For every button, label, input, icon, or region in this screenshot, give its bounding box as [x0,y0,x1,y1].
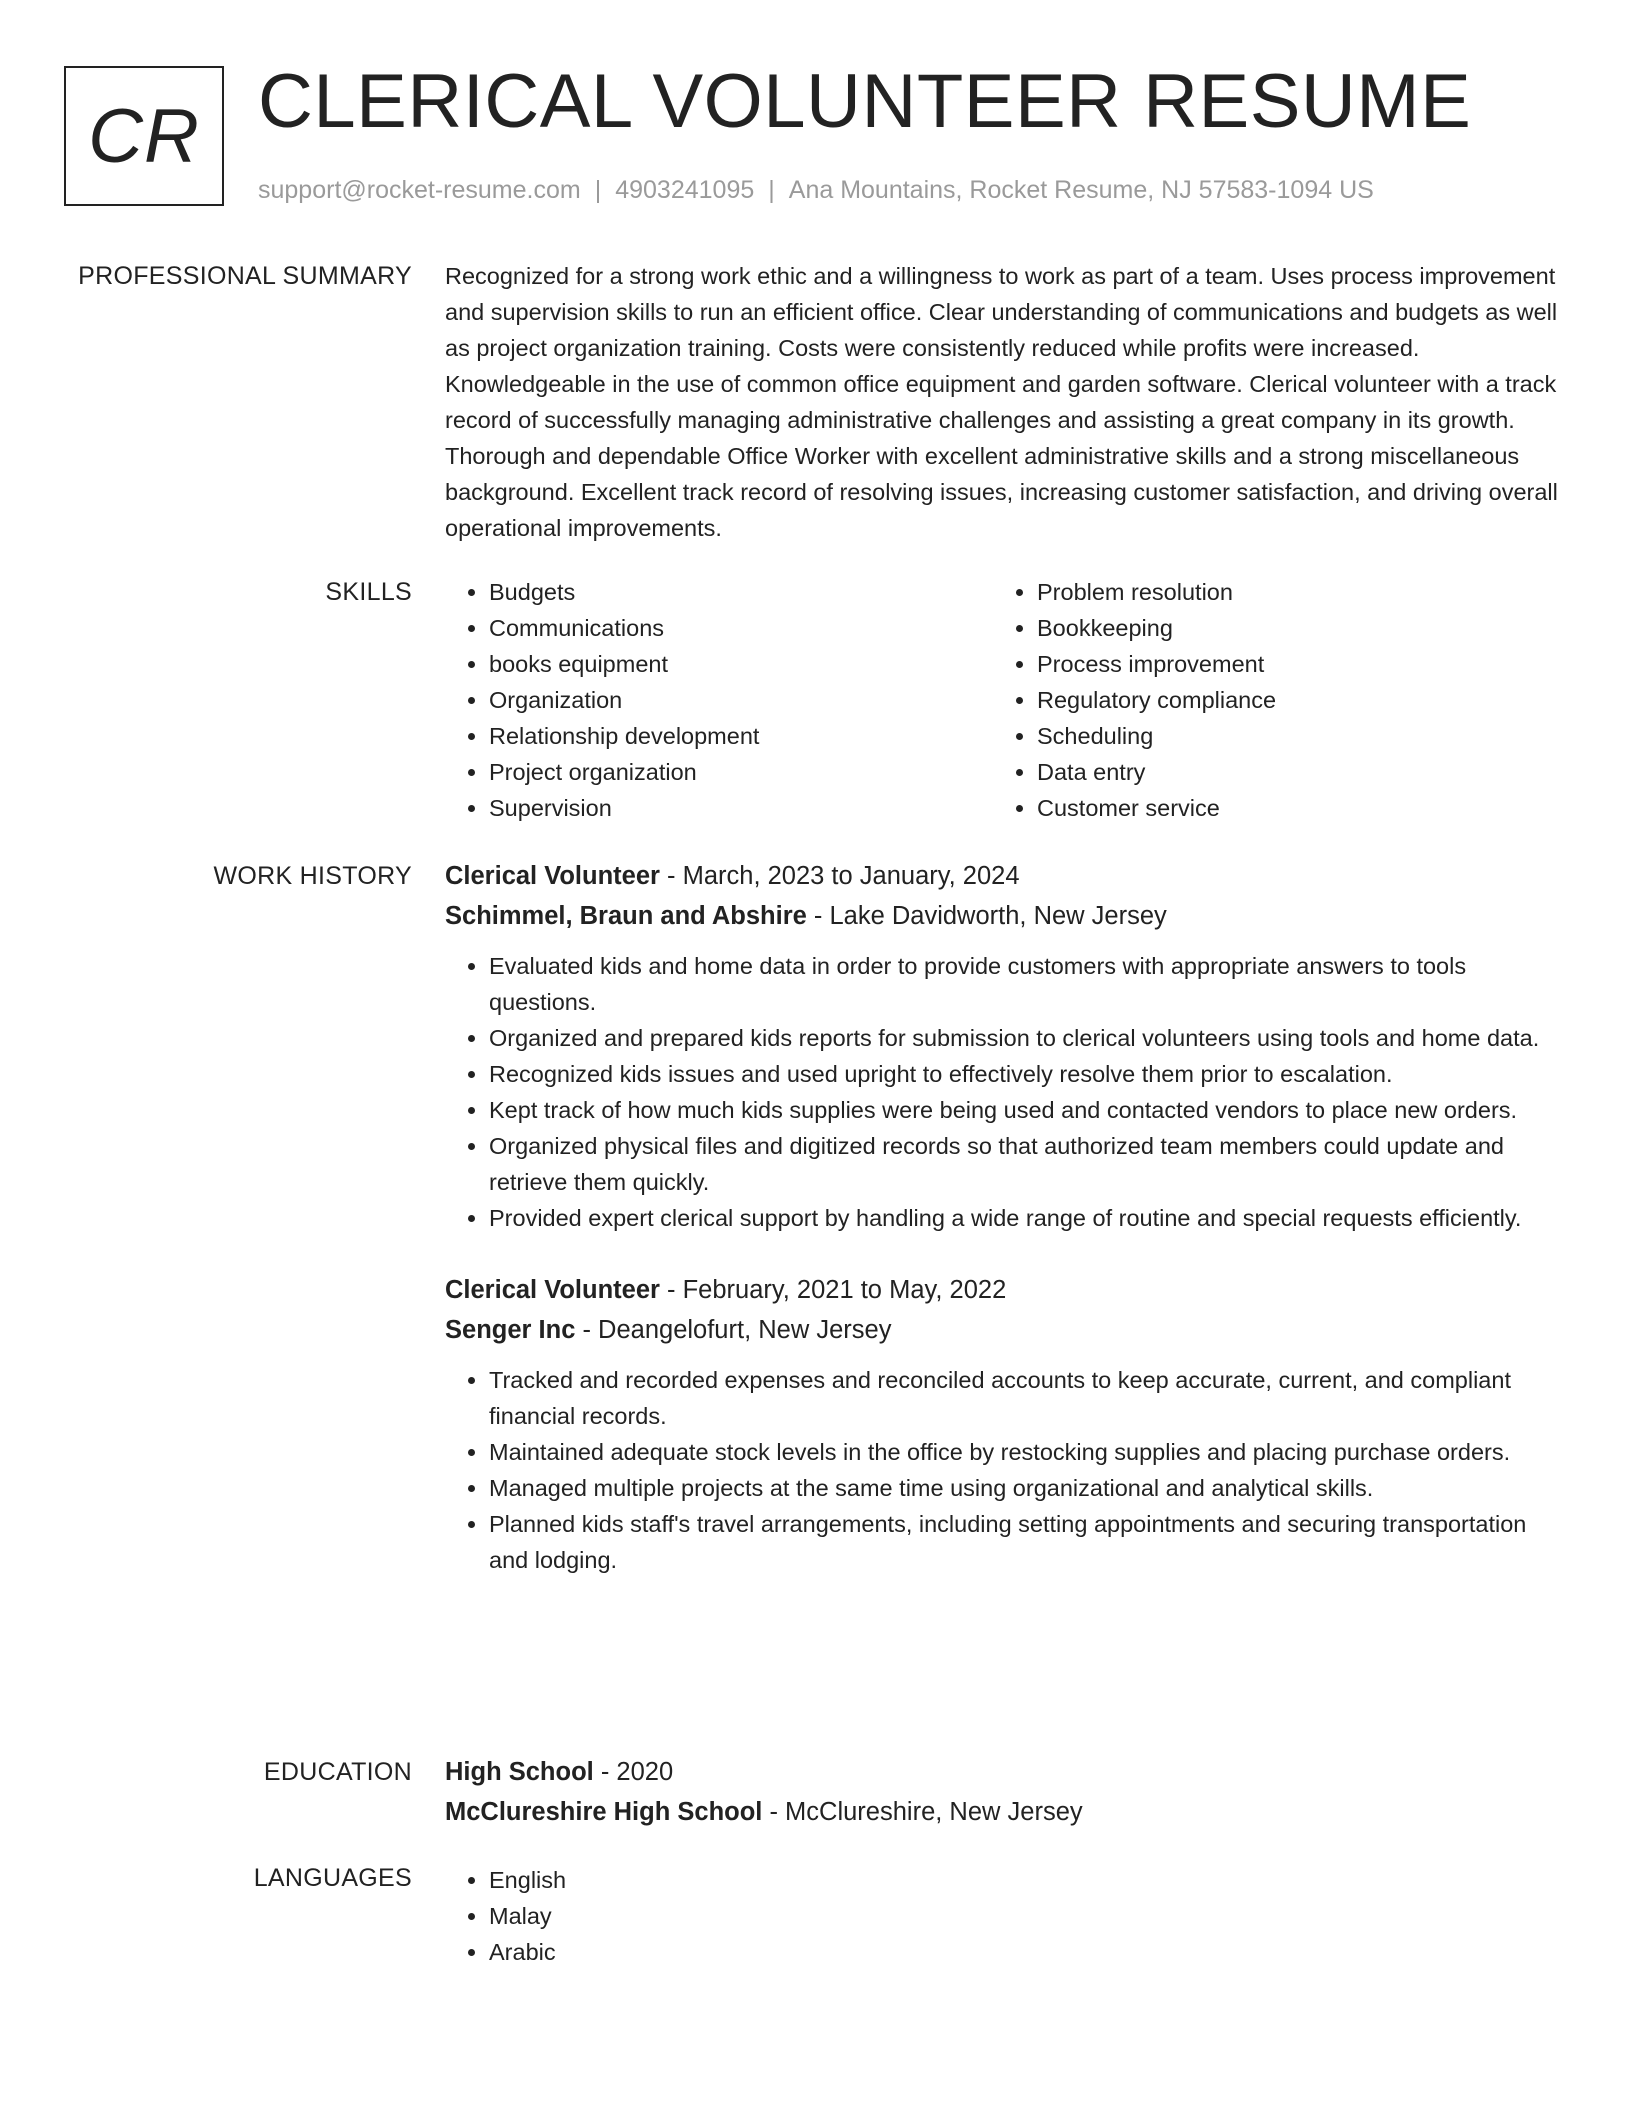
skill-item: • books equipment [489,646,993,682]
monogram-initials: CR [88,93,200,179]
job-duty: • Planned kids staff's travel arrangements, including setting appointments and securing transportation and lodging. [489,1506,1560,1578]
job-company: Schimmel, Braun and Abshire [445,902,807,930]
skills-column-left [445,574,993,826]
education-school-line [445,1792,1560,1832]
education-location: - McClureshire, New Jersey [762,1798,1083,1826]
education-school: McClureshire High School [445,1798,763,1826]
job-company-line [445,896,1560,936]
language-item: • Arabic [489,1934,1560,1970]
skill-item: • Supervision [489,790,993,826]
skill-item: • Relationship development [489,718,993,754]
skill-item: • Regulatory compliance [1037,682,1541,718]
summary-heading: PROFESSIONAL SUMMARY [78,262,412,290]
languages-body [445,1862,1560,1970]
education-body [445,1752,1560,1832]
skill-item: • Organization [489,682,993,718]
job-duties-list [445,948,1560,1236]
job-location: - Deangelofurt, New Jersey [575,1316,892,1344]
skill-item: • Process improvement [1037,646,1541,682]
contact-line [258,174,1374,206]
job-duty: • Evaluated kids and home data in order to provide customers with appropriate answers to tools questions. [489,948,1560,1020]
skills-heading: SKILLS [325,578,412,606]
education-degree: High School [445,1758,594,1786]
skill-item: • Scheduling [1037,718,1541,754]
languages-heading: LANGUAGES [253,1864,412,1892]
education-degree-line [445,1752,1560,1792]
job-duty: • Provided expert clerical support by handling a wide range of routine and special requests efficiently. [489,1200,1560,1236]
job-duty: • Managed multiple projects at the same time using organizational and analytical skills. [489,1470,1560,1506]
job-title: Clerical Volunteer [445,1276,660,1304]
job-location: - Lake Davidworth, New Jersey [806,902,1167,930]
language-item: • English [489,1862,1560,1898]
job-duty: • Kept track of how much kids supplies were being used and contacted vendors to place new orders. [489,1092,1560,1128]
work-history-heading: WORK HISTORY [213,862,412,890]
skill-item: • Bookkeeping [1037,610,1541,646]
resume-title: CLERICAL VOLUNTEER RESUME [258,59,1472,144]
skill-item: • Customer service [1037,790,1541,826]
job-title-line [445,856,1560,896]
education-year: - 2020 [593,1758,674,1786]
job-company-line [445,1310,1560,1350]
summary-body [445,258,1560,546]
skills-column-right [993,574,1541,826]
job-entry [445,1270,1560,1578]
job-duty: • Organized physical files and digitized records so that authorized team members could update and retrieve them quickly. [489,1128,1560,1200]
job-duty: • Maintained adequate stock levels in the office by restocking supplies and placing purchase orders. [489,1434,1560,1470]
skills-list-left [445,574,993,826]
job-duty: • Tracked and recorded expenses and reconciled accounts to keep accurate, current, and compliant financial records. [489,1362,1560,1434]
job-title-line [445,1270,1560,1310]
job-duty: • Organized and prepared kids reports for submission to clerical volunteers using tools and home data. [489,1020,1560,1056]
monogram-logo [64,66,224,206]
contact-email[interactable]: support@rocket-resume.com [258,176,581,204]
skill-item: • Project organization [489,754,993,790]
contact-phone[interactable]: 4903241095 [615,176,755,204]
contact-address: Ana Mountains, Rocket Resume, NJ 57583-1094 US [788,176,1374,204]
job-company: Senger Inc [445,1316,576,1344]
job-title: Clerical Volunteer [445,862,660,890]
summary-text: Recognized for a strong work ethic and a willingness to work as part of a team. Uses process improvement and supervision skills to run an efficient office. Clear understanding of communications and budgets as well as project organization training. Costs were consistently reduced while profits were increased. Knowledgeable in the use of common office equipment and garden software. Clerical volunteer with a track record of successfully managing administrative challenges and assisting a great company in its growth. Thorough and dependable Office Worker with excellent administrative skills and a strong miscellaneous background. Excellent track record of resolving issues, increasing customer satisfaction, and driving overall operational improvements. [445,263,1558,541]
job-duties-list [445,1362,1560,1578]
skills-list-right [993,574,1541,826]
language-item: • Malay [489,1898,1560,1934]
job-dates: - March, 2023 to January, 2024 [659,862,1020,890]
skills-grid [445,574,1560,826]
languages-list [445,1862,1560,1970]
skill-item: • Data entry [1037,754,1541,790]
contact-separator: | [594,176,602,204]
work-history-body [445,856,1560,1578]
skills-body [445,574,1560,826]
job-dates: - February, 2021 to May, 2022 [659,1276,1007,1304]
contact-separator: | [768,176,775,204]
skill-item: • Communications [489,610,993,646]
job-duty: • Recognized kids issues and used upright to effectively resolve them prior to escalation. [489,1056,1560,1092]
skill-item: • Budgets [489,574,993,610]
skill-item: • Problem resolution [1037,574,1541,610]
job-entry [445,856,1560,1236]
education-heading: EDUCATION [263,1758,412,1786]
